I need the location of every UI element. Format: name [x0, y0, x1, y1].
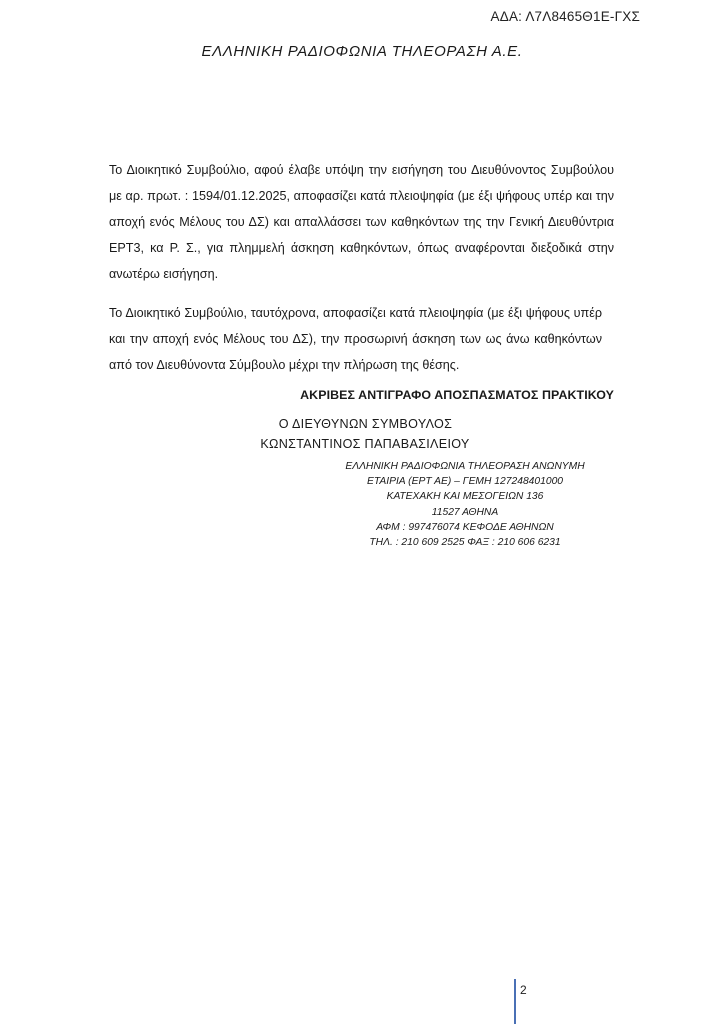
decision-paragraph-1: Το Διοικητικό Συμβούλιο, αφού έλαβε υπόψη την εισήγηση του Διευθύνοντος Συμβούλου με αρ. πρωτ. : 1594/01.12.2025, αποφασίζει κατά πλειοψηφία (με έξι ψήφους υπέρ και την αποχή ενός Μέλους του ΔΣ) και απαλλάσσει των καθηκόντων της την Γενική Διευθύντρια ΕΡΤ3, κα Ρ. Σ., για πλημμελή άσκηση καθηκόντων, όπως αναφέρονται διεξοδικά στην ανωτέρω εισήγηση.	[109, 163, 614, 281]
stamp-line-phone-fax: ΤΗΛ. : 210 609 2525 ΦΑΞ : 210 606 6231	[369, 537, 561, 549]
stamp-line-address: ΚΑΤΕΧΑΚΗ ΚΑΙ ΜΕΣΟΓΕΙΩΝ 136	[386, 491, 544, 503]
stamp-line-tax-id: ΑΦΜ : 997476074 ΚΕΦΟΔΕ ΑΘΗΝΩΝ	[376, 521, 554, 533]
certified-copy-title: ΑΚΡΙΒΕΣ ΑΝΤΙΓΡΑΦΟ ΑΠΟΣΠΑΣΜΑΤΟΣ ΠΡΑΚΤΙΚΟΥ	[300, 388, 614, 402]
organization-title: ΕΛΛΗΝΙΚΗ ΡΑΔΙΟΦΩΝΙΑ ΤΗΛΕΟΡΑΣΗ Α.Ε.	[201, 43, 523, 60]
decision-paragraph-2: Το Διοικητικό Συμβούλιο, ταυτόχρονα, αποφασίζει κατά πλειοψηφία (με έξι ψήφους υπέρ και την αποχή ενός Μέλους του ΔΣ), την προσωρινή άσκηση των ως άνω καθηκόντων από τον Διευθύνοντα Σύμβουλο μέχρι την πλήρωση της θέσης.	[109, 306, 602, 372]
page-number: 2	[520, 983, 527, 997]
stamp-line-company: ΕΛΛΗΝΙΚΗ ΡΑΔΙΟΦΩΝΙΑ ΤΗΛΕΟΡΑΣΗ ΑΝΩΝΥΜΗ	[345, 461, 585, 472]
company-stamp	[310, 459, 620, 550]
signer-name: ΚΩΝΣΤΑΝΤΙΝΟΣ ΠΑΠΑΒΑΣΙΛΕΙΟΥ	[260, 437, 470, 451]
page-number-rule	[514, 979, 516, 1024]
stamp-line-city: 11527 ΑΘΗΝΑ	[431, 506, 499, 518]
stamp-line-registry: ΕΤΑΙΡΙΑ (ΕΡΤ ΑΕ) – ΓΕΜΗ 127248401000	[366, 476, 564, 488]
ada-code: ΑΔΑ: Λ7Λ8465Θ1Ε-ΓΧΣ	[490, 9, 640, 24]
signer-role: Ο ΔΙΕΥΘΥΝΩΝ ΣΥΜΒΟΥΛΟΣ	[278, 417, 453, 431]
